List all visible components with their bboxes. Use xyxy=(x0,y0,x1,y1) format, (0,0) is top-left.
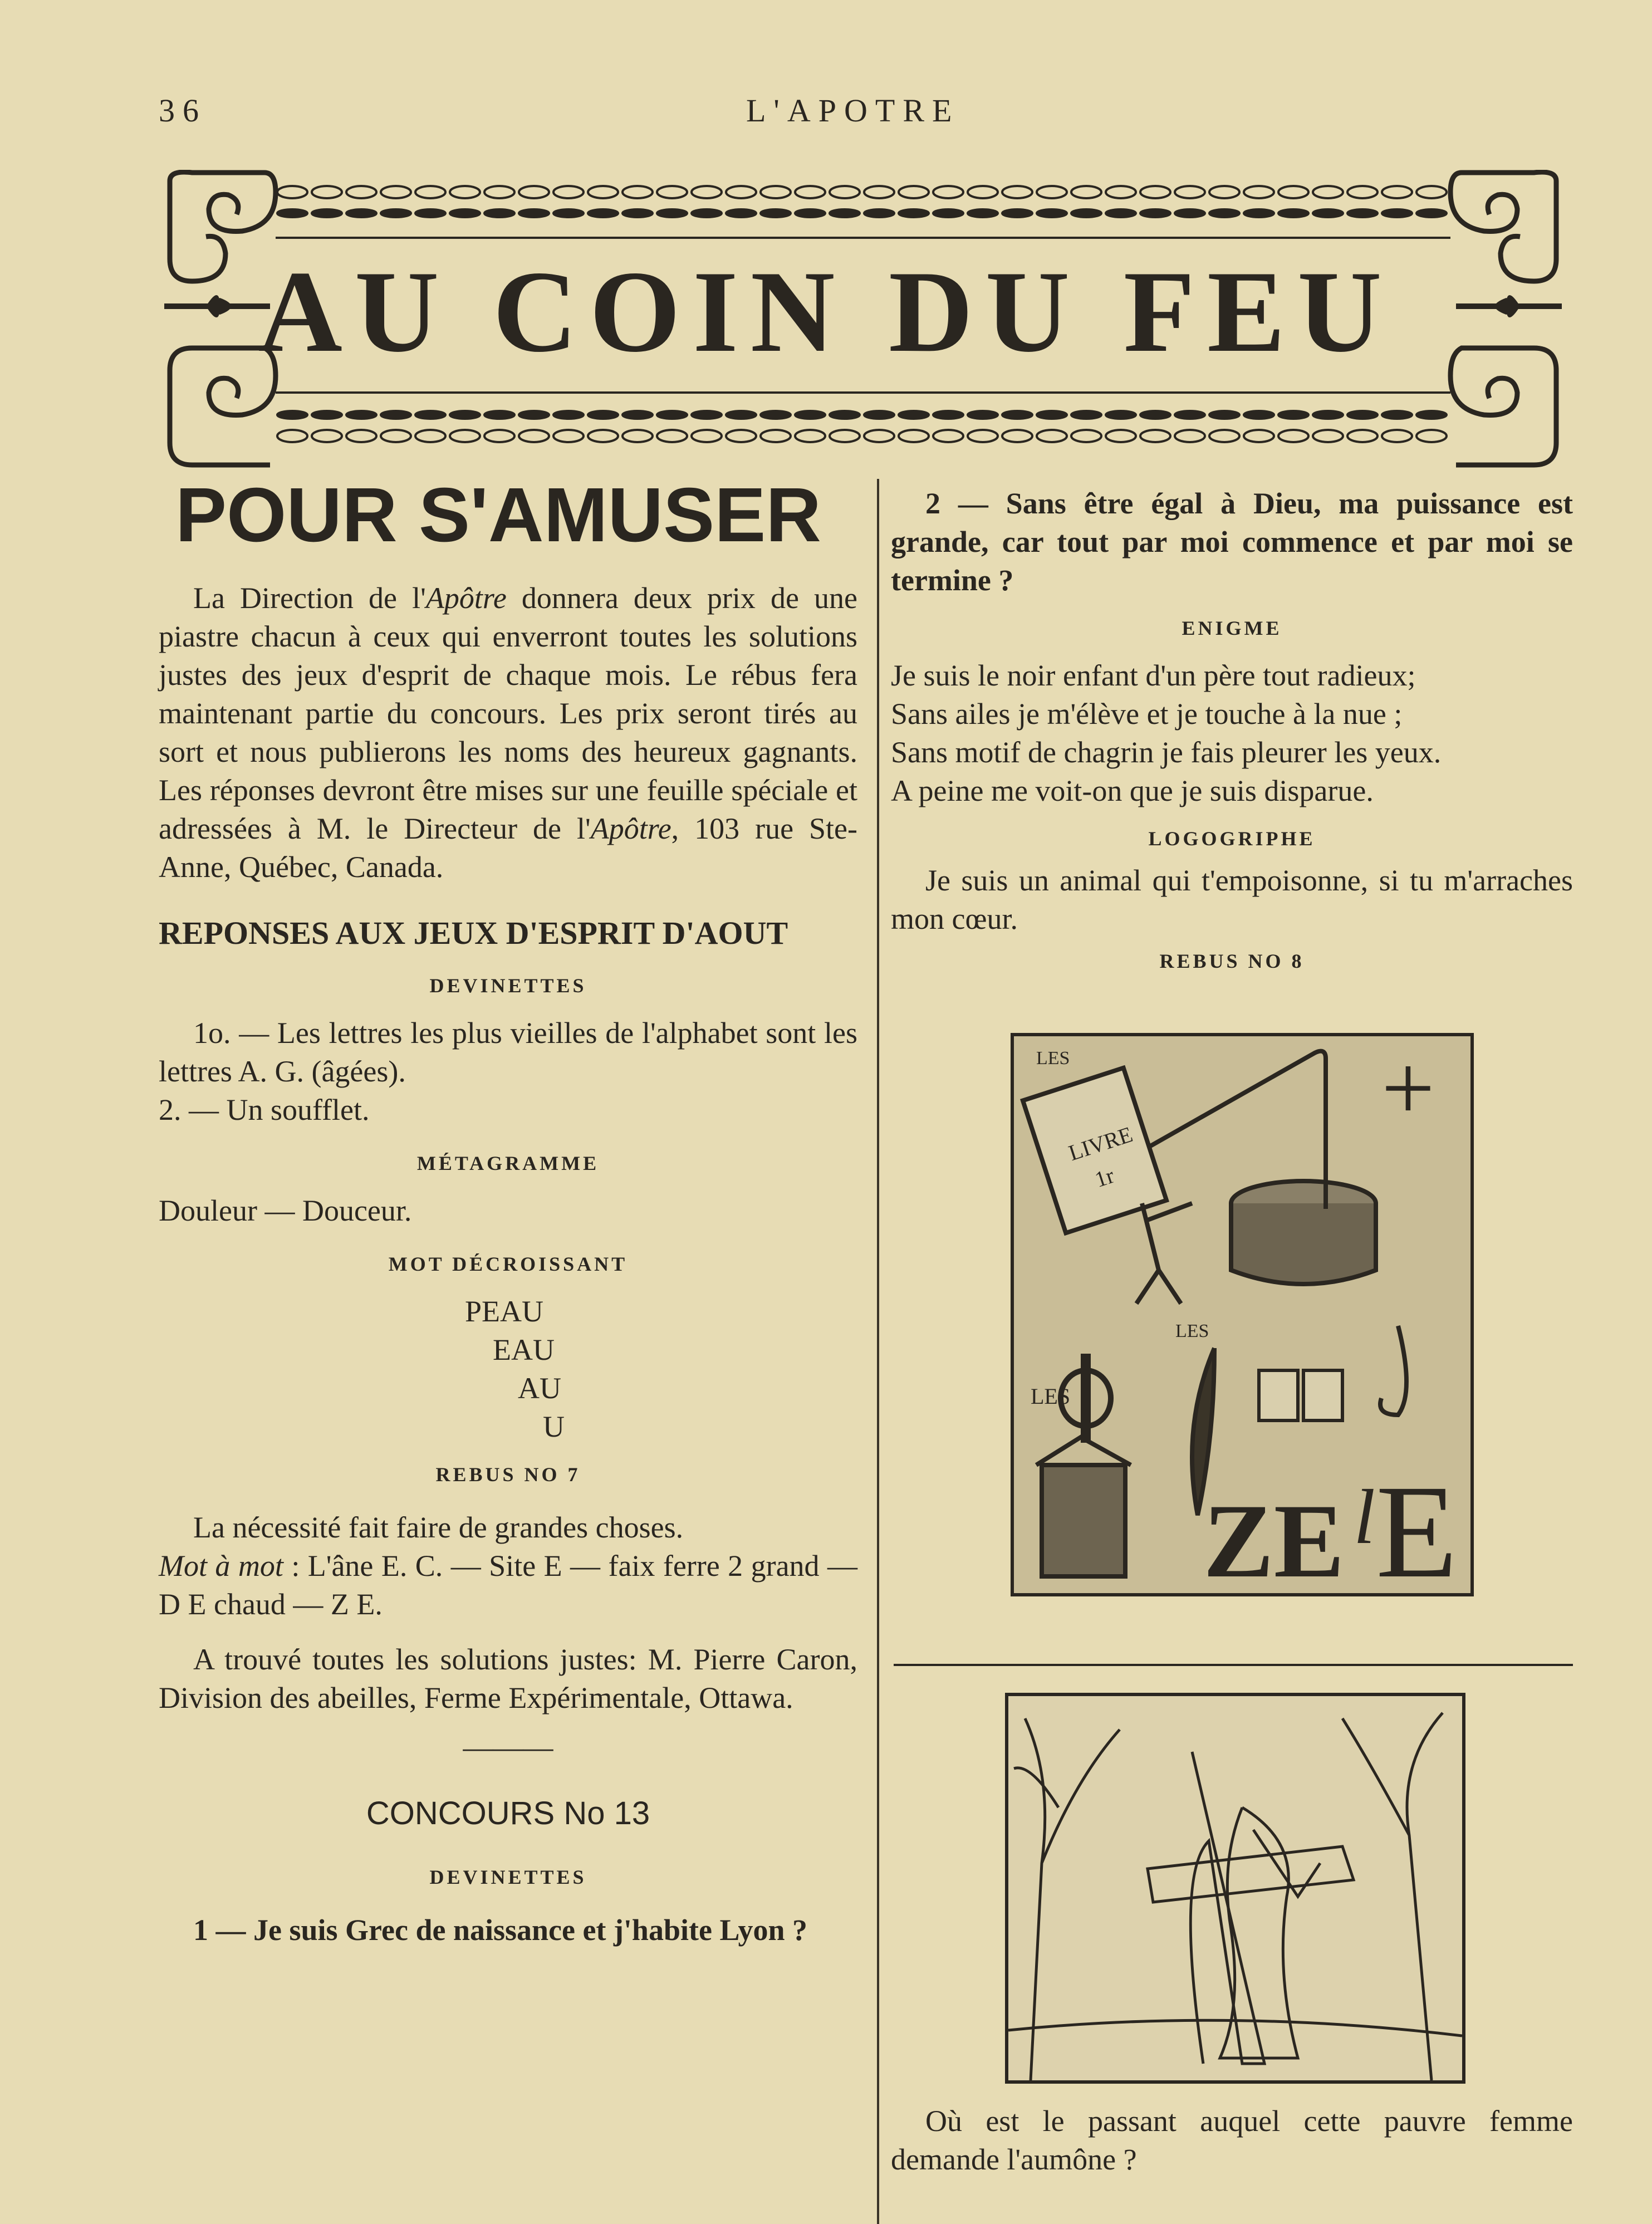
devinettes-heading: DEVINETTES xyxy=(429,974,587,997)
frame-ornament xyxy=(622,186,653,198)
frame-ornament xyxy=(484,209,514,217)
frame-ornament xyxy=(899,430,929,442)
metagramme-answer: Douleur — Douceur. xyxy=(159,1194,412,1227)
frame-ornament xyxy=(761,186,791,198)
frame-ornament xyxy=(692,186,722,198)
rebus-label-ze: ZE xyxy=(1203,1483,1345,1593)
frame-ornament xyxy=(1244,209,1274,217)
frame-ornament xyxy=(381,411,411,419)
frame-ornament xyxy=(1209,209,1239,217)
frame-ornament xyxy=(312,411,342,419)
frame-ornament xyxy=(795,430,825,442)
frame-ornament xyxy=(968,430,998,442)
frame-ornament xyxy=(899,209,929,217)
frame-ornament xyxy=(933,430,963,442)
enigme-heading: ENIGME xyxy=(1182,617,1282,639)
frame-ornament xyxy=(899,186,929,198)
column-rule xyxy=(877,479,879,2224)
rebus7-answer: La nécessité fait faire de grandes choses. xyxy=(193,1511,684,1544)
frame-ornament xyxy=(1382,430,1412,442)
rebus-label-les-left: LES xyxy=(1031,1384,1071,1409)
frame-ornament xyxy=(830,411,860,419)
frame-ornament xyxy=(381,186,411,198)
frame-ornament xyxy=(726,411,756,419)
frame-ornament xyxy=(1382,186,1412,198)
frame-ornament xyxy=(622,430,653,442)
logogriphe-text: Je suis un animal qui t'empoisonne, si tu m'arraches mon cœur. xyxy=(891,864,1573,935)
rebus-label-livre-num: 1r xyxy=(1091,1162,1117,1193)
frame-ornament xyxy=(1140,186,1170,198)
mot-decroissant-stack xyxy=(159,1292,857,1446)
separator: ——— xyxy=(463,1731,553,1764)
frame-ornament xyxy=(1244,186,1274,198)
rebus-8-illustration xyxy=(1011,1033,1474,1596)
frame-ornament xyxy=(588,186,618,198)
frame-ornament xyxy=(830,186,860,198)
pour-samuser-title: POUR S'AMUSER xyxy=(175,472,821,558)
rebus-label-livre: LIVRE xyxy=(1065,1121,1136,1166)
frame-ornament xyxy=(1175,411,1205,419)
frame-ornament xyxy=(864,209,894,217)
frame-ornament xyxy=(1313,209,1343,217)
frame-ornament xyxy=(415,209,445,217)
frame-ornament xyxy=(933,411,963,419)
frame-ornament xyxy=(692,209,722,217)
frame-ornament xyxy=(1278,430,1308,442)
frame-ornament xyxy=(484,411,514,419)
mot-a-mot-text: : L'âne E. C. — Site E — faix ferre 2 grand — D E chaud — Z E. xyxy=(159,1549,857,1621)
frame-ornament xyxy=(1347,186,1378,198)
frame-ornament xyxy=(1002,209,1032,217)
frame-ornament xyxy=(795,209,825,217)
frame-ornament xyxy=(277,430,307,442)
frame-ornament xyxy=(519,209,549,217)
frame-ornament xyxy=(588,411,618,419)
frame-ornament xyxy=(346,209,376,217)
rebus7-mot-a-mot xyxy=(159,1547,857,1624)
frame-ornament xyxy=(726,430,756,442)
frame-ornament xyxy=(312,430,342,442)
mot-line: AU xyxy=(518,1371,561,1405)
frame-ornament xyxy=(1037,209,1067,217)
frame-ornament xyxy=(864,411,894,419)
frame-ornament xyxy=(864,186,894,198)
enigme-line: Sans motif de chagrin je fais pleurer les yeux. xyxy=(891,736,1442,769)
frame-ornament xyxy=(519,430,549,442)
frame-ornament xyxy=(346,430,376,442)
frame-ornament xyxy=(588,430,618,442)
frame-ornament xyxy=(1416,430,1447,442)
frame-ornament xyxy=(553,430,584,442)
frame-ornament xyxy=(519,186,549,198)
frame-ornament xyxy=(1140,411,1170,419)
metagramme-heading: MÉTAGRAMME xyxy=(416,1152,600,1174)
frame-ornament xyxy=(553,411,584,419)
frame-ornament xyxy=(761,430,791,442)
frame-ornament xyxy=(1140,430,1170,442)
mot-decroissant-heading: MOT DÉCROISSANT xyxy=(388,1253,628,1275)
intro-apotre-1: Apôtre xyxy=(425,581,507,615)
frame-ornament xyxy=(622,411,653,419)
frame-ornament xyxy=(864,430,894,442)
intro-text-2: donnera deux prix de une piastre chacun à ceux qui enverront toutes les solutions justes des jeux d'esprit de chaque mois. Le rébus fera maintenant partie du concours. Les prix seront tirés au sort et nous publierons les noms des heureux gagnants. Les réponses devront être mises sur une feuille spéciale et adressées à M. le Directeur de l' xyxy=(159,581,858,845)
mot-a-mot-label: Mot à mot xyxy=(159,1549,283,1583)
frame-ornament xyxy=(1037,430,1067,442)
frame-ornament xyxy=(277,209,307,217)
frame-ornament xyxy=(484,186,514,198)
frame-ornament xyxy=(484,430,514,442)
frame-ornament xyxy=(657,411,687,419)
frame-ornament xyxy=(1313,186,1343,198)
frame-ornament xyxy=(381,430,411,442)
frame-ornament xyxy=(657,186,687,198)
frame-ornament xyxy=(415,430,445,442)
frame-ornament xyxy=(1071,430,1101,442)
frame-ornament xyxy=(830,209,860,217)
frame-ornament xyxy=(1278,209,1308,217)
page-number: 36 xyxy=(159,92,207,129)
frame-ornament xyxy=(761,411,791,419)
right-column xyxy=(891,484,1573,973)
frame-ornament xyxy=(1347,430,1378,442)
frame-ornament xyxy=(830,430,860,442)
frame-ornament xyxy=(1313,430,1343,442)
frame-ornament xyxy=(1002,430,1032,442)
frame-ornament xyxy=(450,411,480,419)
frame-ornament xyxy=(1175,430,1205,442)
section-title: AU COIN DU FEU xyxy=(258,247,1394,376)
frame-ornament xyxy=(795,411,825,419)
frame-ornament xyxy=(1244,430,1274,442)
frame-ornament xyxy=(1106,186,1136,198)
devinette-answer-1: 1o. — Les lettres les plus vieilles de l'alphabet sont les lettres A. G. (âgées). xyxy=(159,1016,857,1088)
concours-devinette-2: 2 — Sans être égal à Dieu, ma puissance est grande, car tout par moi commence et par moi se termine ? xyxy=(891,487,1573,597)
puzzle-caption: Où est le passant auquel cette pauvre femme demande l'aumône ? xyxy=(891,2104,1573,2176)
frame-ornament xyxy=(450,186,480,198)
frame-ornament xyxy=(1037,411,1067,419)
frame-ornament xyxy=(1140,209,1170,217)
frame-ornament xyxy=(1209,411,1239,419)
concours-devinettes-heading: DEVINETTES xyxy=(429,1866,587,1888)
frame-ornament xyxy=(415,186,445,198)
frame-ornament xyxy=(312,186,342,198)
frame-ornament xyxy=(968,209,998,217)
frame-ornament xyxy=(968,186,998,198)
frame-ornament xyxy=(726,186,756,198)
frame-ornament xyxy=(1382,411,1412,419)
frame-ornament xyxy=(1347,411,1378,419)
logogriphe-heading: LOGOGRIPHE xyxy=(1148,827,1316,850)
enigme-verse xyxy=(891,657,1573,810)
frame-ornament xyxy=(1106,411,1136,419)
frame-ornament xyxy=(657,430,687,442)
frame-ornament xyxy=(519,411,549,419)
frame-ornament xyxy=(726,209,756,217)
enigme-line: A peine me voit-on que je suis disparue. xyxy=(891,774,1374,807)
puzzle-drawing xyxy=(1008,1696,1462,2080)
frame-ornament xyxy=(1416,209,1447,217)
rebus-drawing xyxy=(1014,1036,1470,1593)
frame-ornament xyxy=(1382,209,1412,217)
intro-text-1: La Direction de l' xyxy=(193,581,426,615)
frame-ornament xyxy=(415,411,445,419)
frame-ornament xyxy=(1002,411,1032,419)
frame-ornament xyxy=(312,209,342,217)
frame-ornament xyxy=(1071,186,1101,198)
frame-ornament xyxy=(1347,209,1378,217)
concours-heading: CONCOURS No 13 xyxy=(366,1795,650,1831)
frame-ornament xyxy=(692,411,722,419)
frame-ornament xyxy=(1416,411,1447,419)
frame-ornament xyxy=(1416,186,1447,198)
frame-ornament xyxy=(657,209,687,217)
responses-heading: REPONSES AUX JEUX D'ESPRIT D'AOUT xyxy=(159,915,788,951)
frame-ornament xyxy=(553,186,584,198)
frame-ornament xyxy=(1106,209,1136,217)
frame-ornament xyxy=(692,430,722,442)
running-title: L'APOTRE xyxy=(746,92,960,129)
concours-devinette-1 xyxy=(159,1911,857,1949)
rebus8-heading: REBUS NO 8 xyxy=(1159,950,1305,972)
right-column-divider xyxy=(894,1664,1573,1666)
intro-paragraph xyxy=(159,579,857,886)
frame-ornament xyxy=(381,209,411,217)
devinette-answer-2: 2. — Un soufflet. xyxy=(159,1093,370,1126)
rebus-label-les-middle: LES xyxy=(1175,1321,1209,1341)
left-column xyxy=(159,473,857,1949)
frame-ornament xyxy=(588,209,618,217)
devinette-text: Je suis Grec de naissance et j'habite Lyon ? xyxy=(253,1913,808,1947)
rebus7-heading: REBUS NO 7 xyxy=(435,1463,581,1486)
intro-text-3: , 103 rue Ste-Anne, Québec, Canada. xyxy=(159,812,857,884)
frame-ornament xyxy=(1244,411,1274,419)
frame-ornament xyxy=(1071,411,1101,419)
frame-ornament xyxy=(622,209,653,217)
rebus-label-plus: + xyxy=(1381,1036,1435,1140)
frame-ornament xyxy=(1209,186,1239,198)
frame-ornament xyxy=(1175,186,1205,198)
mot-line: PEAU xyxy=(465,1295,544,1328)
frame-ornament xyxy=(1071,209,1101,217)
enigme-line: Je suis le noir enfant d'un père tout radieux; xyxy=(891,659,1416,692)
frame-ornament xyxy=(1037,186,1067,198)
frame-ornament xyxy=(933,186,963,198)
winner-text: A trouvé toutes les solutions justes: M. Pierre Caron, Division des abeilles, Ferme Expérimentale, Ottawa. xyxy=(159,1643,857,1714)
rebus-label-l: l xyxy=(1354,1474,1375,1560)
frame-ornament xyxy=(1106,430,1136,442)
frame-ornament xyxy=(346,411,376,419)
frame-ornament xyxy=(968,411,998,419)
frame-ornament xyxy=(277,411,307,419)
frame-ornament xyxy=(1313,411,1343,419)
frame-ornament xyxy=(450,209,480,217)
rebus-label-les-top: LES xyxy=(1036,1048,1070,1069)
frame-ornament xyxy=(1278,411,1308,419)
frame-ornament xyxy=(795,186,825,198)
frame-ornament xyxy=(1002,186,1032,198)
mot-line: EAU xyxy=(493,1333,555,1366)
intro-apotre-2: Apôtre xyxy=(590,812,671,845)
devinette-number: 1 — xyxy=(193,1913,253,1947)
frame-ornament xyxy=(553,209,584,217)
frame-ornament xyxy=(1209,430,1239,442)
frame-ornament xyxy=(277,186,307,198)
frame-ornament xyxy=(450,430,480,442)
enigme-line: Sans ailes je m'élève et je touche à la nue ; xyxy=(891,697,1403,731)
rebus-label-e: E xyxy=(1376,1457,1458,1593)
frame-ornament xyxy=(1175,209,1205,217)
frame-ornament xyxy=(346,186,376,198)
frame-ornament xyxy=(933,209,963,217)
puzzle-illustration xyxy=(1005,1693,1465,2084)
frame-ornament xyxy=(899,411,929,419)
mot-line: U xyxy=(543,1410,565,1443)
frame-ornament xyxy=(1278,186,1308,198)
frame-ornament xyxy=(761,209,791,217)
